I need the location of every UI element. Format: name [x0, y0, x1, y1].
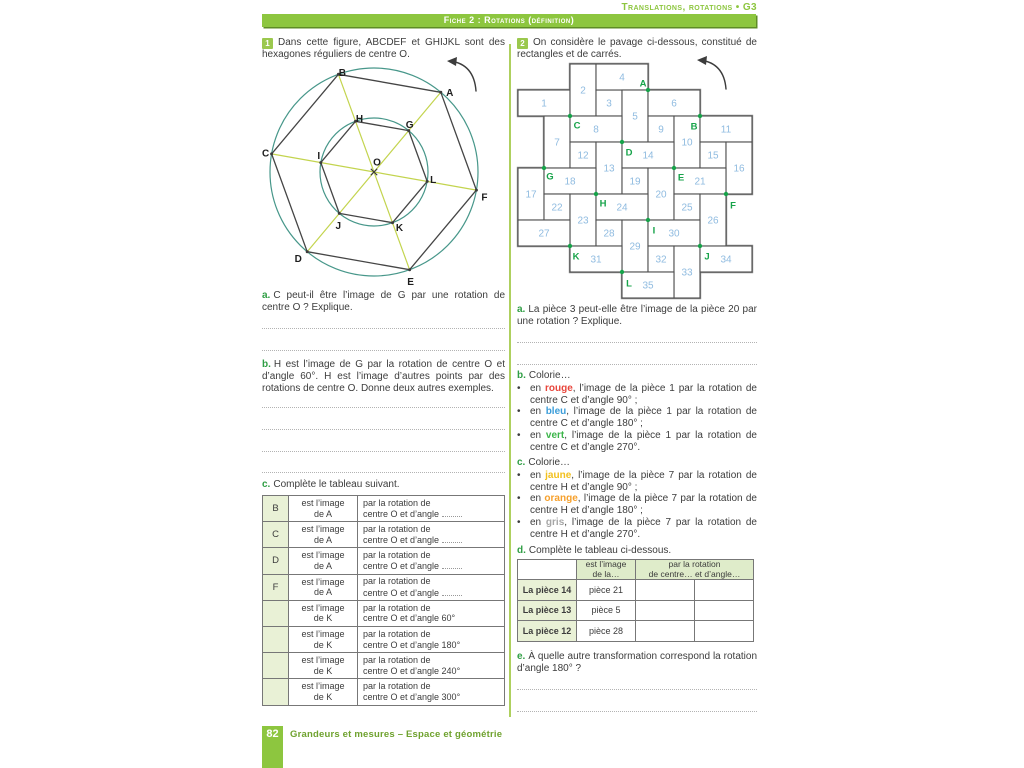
image-cell: pièce 28 — [577, 621, 636, 642]
piece-number-33: 33 — [681, 267, 693, 279]
piece-number-15: 15 — [707, 150, 719, 162]
image-cell: est l’image de K — [289, 626, 358, 652]
bullet-text: en vert, l’image de la pièce 1 par la rotation de centre C et d’angle 270°. — [530, 430, 757, 453]
table-row — [263, 574, 505, 600]
tiling-vertex-label-G: G — [546, 171, 554, 183]
footer-section-title: Grandeurs et mesures – Espace et géométrie — [290, 729, 503, 740]
tiling-vertex-label-J: J — [704, 251, 710, 263]
answer-line — [517, 689, 757, 690]
question-letter: a. — [517, 304, 526, 315]
vertex-label-L: L — [430, 174, 437, 186]
header-rotation: par la rotation de centre… et d’angle… — [636, 560, 754, 580]
point-cell: B — [263, 496, 289, 522]
tiling-vertex-label-L: L — [626, 278, 632, 290]
table-row — [263, 626, 505, 652]
bullet-text: en bleu, l’image de la pièce 1 par la rotation de centre C et d’angle 180° ; — [530, 406, 757, 429]
column-divider — [509, 44, 511, 717]
image-cell: est l’image de K — [289, 653, 358, 679]
table-row — [263, 600, 505, 626]
tiling-vertex-label-C: C — [573, 120, 581, 132]
piece-number-13: 13 — [603, 163, 615, 175]
vertex-label-H: H — [355, 113, 364, 125]
vertex-dot — [475, 189, 478, 192]
tiling-vertex-J — [698, 244, 702, 248]
table-row — [263, 496, 505, 522]
vertex-label-F: F — [481, 192, 488, 204]
tiling-figure — [515, 55, 755, 305]
table-row — [518, 621, 754, 642]
question-letter: d. — [517, 545, 526, 556]
bullet-icon: • — [517, 517, 521, 528]
tiling-vertex-D — [620, 140, 624, 144]
question-text: Colorie… — [528, 457, 571, 468]
piece-number-6: 6 — [671, 98, 677, 110]
vertex-label-A: A — [446, 87, 454, 99]
vertex-label-O: O — [373, 157, 381, 169]
piece-number-20: 20 — [655, 189, 667, 201]
tiling-vertex-F — [724, 192, 728, 196]
piece-number-25: 25 — [681, 202, 693, 214]
question-text: À quelle autre transformation correspond la rotation d’angle 180° ? — [517, 651, 757, 674]
piece-number-7: 7 — [554, 137, 560, 149]
vertex-dot — [439, 91, 442, 94]
ex1-question-c — [262, 479, 505, 491]
piece-number-24: 24 — [616, 202, 628, 214]
ex2-table — [517, 559, 754, 642]
piece-number-23: 23 — [577, 215, 589, 227]
table-row — [263, 679, 505, 705]
ex2-intro-text: On considère le pavage ci-dessous, constitué de rectangles et de carrés. — [517, 37, 757, 60]
ex2-question-b — [517, 370, 757, 382]
piece-number-34: 34 — [720, 254, 732, 266]
tiling-vertex-label-D: D — [625, 147, 633, 159]
tiling-vertex-L — [620, 270, 624, 274]
ex2-number-badge: 2 — [517, 38, 528, 49]
rotation-arrow-icon — [697, 56, 726, 89]
image-cell: est l’image de A — [289, 496, 358, 522]
question-text: Complète le tableau ci-dessous. — [528, 545, 672, 556]
rotation-cell: par la rotation de centre O et d’angle — [358, 548, 505, 574]
bullet-icon: • — [517, 470, 521, 481]
tiling-vertex-label-H: H — [599, 198, 607, 210]
ex2-question-a — [517, 304, 757, 328]
color-instruction-item — [517, 430, 757, 454]
vertex-dot — [270, 152, 273, 155]
angle-cell — [695, 621, 754, 642]
vertex-dot — [306, 250, 309, 253]
image-cell: est l’image de A — [289, 548, 358, 574]
piece-number-14: 14 — [642, 150, 654, 162]
tiling-vertex-I — [646, 218, 650, 222]
piece-number-26: 26 — [707, 215, 719, 227]
ex1-number-badge: 1 — [262, 38, 273, 49]
question-text: C peut-il être l’image de G par une rotation de centre O ? Explique. — [262, 290, 505, 313]
point-cell: F — [263, 574, 289, 600]
question-letter: c. — [517, 457, 526, 468]
ex1-question-b — [262, 359, 505, 395]
tiling-vertex-B — [698, 114, 702, 118]
question-letter: a. — [262, 290, 271, 301]
header-image: est l’image de la… — [577, 560, 636, 580]
tiling-vertex-A — [646, 88, 650, 92]
answer-line — [517, 342, 757, 343]
question-text: H est l’image de G par la rotation de centre O et d’angle 60°. H est l’image d’autres points par des rotations de centre O. Donne deux autres exemples. — [262, 359, 505, 394]
blank-answer — [442, 587, 462, 596]
tiling-vertex-label-B: B — [690, 121, 698, 133]
chapter-header: Translations, rotations • G3 — [621, 2, 757, 13]
point-cell — [263, 626, 289, 652]
vertex-label-D: D — [294, 254, 302, 266]
answer-line — [262, 451, 505, 452]
color-instruction-item — [517, 493, 757, 517]
center-cell — [636, 580, 695, 601]
bullet-icon: • — [517, 383, 521, 394]
answer-line — [262, 472, 505, 473]
image-cell: pièce 21 — [577, 580, 636, 601]
piece-number-35: 35 — [642, 280, 654, 292]
bullet-text: en rouge, l’image de la pièce 1 par la rotation de centre C et d’angle 90° ; — [530, 383, 757, 406]
piece-number-8: 8 — [593, 124, 599, 136]
piece-cell: La pièce 12 — [518, 621, 577, 642]
bullet-text: en orange, l’image de la pièce 7 par la rotation de centre H et d’angle 180° ; — [530, 493, 757, 516]
blank-answer — [442, 534, 462, 543]
piece-number-16: 16 — [733, 163, 745, 175]
ex2-question-c — [517, 457, 757, 469]
color-instruction-item — [517, 517, 757, 541]
answer-line — [262, 328, 505, 329]
rotation-cell: par la rotation de centre O et d’angle 300° — [358, 679, 505, 705]
piece-number-27: 27 — [538, 228, 550, 240]
piece-number-29: 29 — [629, 241, 641, 253]
angle-cell — [695, 600, 754, 621]
color-instruction-item — [517, 406, 757, 430]
question-letter: c. — [262, 479, 271, 490]
vertex-label-E: E — [407, 277, 414, 289]
tiling-vertex-C — [568, 114, 572, 118]
piece-number-31: 31 — [590, 254, 602, 266]
table-row — [518, 600, 754, 621]
answer-line — [262, 407, 505, 408]
tiling-vertex-label-F: F — [730, 200, 736, 212]
question-text: Colorie… — [528, 370, 571, 381]
piece-number-4: 4 — [619, 72, 625, 84]
tiling-vertex-label-K: K — [572, 251, 580, 263]
answer-line — [517, 711, 757, 712]
ex2-question-e — [517, 651, 757, 675]
answer-line — [262, 429, 505, 430]
bullet-text: en gris, l’image de la pièce 7 par la rotation de centre H et d’angle 270°. — [530, 517, 757, 540]
vertex-label-C: C — [262, 148, 270, 160]
footer-page-number: 82 — [262, 726, 283, 768]
piece-number-21: 21 — [694, 176, 706, 188]
answer-line — [262, 350, 505, 351]
tiling-vertex-label-A: A — [639, 78, 647, 90]
piece-number-19: 19 — [629, 176, 641, 188]
piece-number-10: 10 — [681, 137, 693, 149]
piece-number-5: 5 — [632, 111, 638, 123]
blank-answer — [442, 560, 462, 569]
question-text: La pièce 3 peut-elle être l’image de la pièce 20 par une rotation ? Explique. — [517, 304, 757, 327]
tiling-vertex-H — [594, 192, 598, 196]
piece-number-2: 2 — [580, 85, 586, 97]
bullet-text: en jaune, l’image de la pièce 7 par la rotation de centre H et d’angle 90° ; — [530, 470, 757, 493]
image-cell: est l’image de A — [289, 574, 358, 600]
rotation-cell: par la rotation de centre O et d’angle 60° — [358, 600, 505, 626]
color-instruction-item — [517, 470, 757, 494]
color-instruction-item — [517, 383, 757, 407]
table-header-row — [518, 560, 754, 580]
hexagon-figure — [262, 55, 506, 289]
tiling-vertex-E — [672, 166, 676, 170]
ex2-question-d — [517, 545, 757, 557]
tiling-vertex-G — [542, 166, 546, 170]
piece-number-12: 12 — [577, 150, 589, 162]
piece-number-17: 17 — [525, 189, 537, 201]
rotation-cell: par la rotation de centre O et d’angle 240° — [358, 653, 505, 679]
bullet-icon: • — [517, 406, 521, 417]
vertex-label-G: G — [405, 120, 414, 132]
point-cell: C — [263, 522, 289, 548]
rotation-cell: par la rotation de centre O et d’angle — [358, 496, 505, 522]
piece-cell: La pièce 14 — [518, 580, 577, 601]
tiling-vertex-label-E: E — [677, 172, 685, 184]
point-cell — [263, 600, 289, 626]
bullet-icon: • — [517, 493, 521, 504]
piece-number-3: 3 — [606, 98, 612, 110]
image-cell: est l’image de K — [289, 679, 358, 705]
table-row — [518, 580, 754, 601]
ex1-intro-text: Dans cette figure, ABCDEF et GHIJKL sont des hexagones réguliers de centre O. — [262, 37, 505, 60]
vertex-dot — [391, 221, 394, 224]
piece-number-28: 28 — [603, 228, 615, 240]
rotation-cell: par la rotation de centre O et d’angle — [358, 574, 505, 600]
piece-cell: La pièce 13 — [518, 600, 577, 621]
table-row — [263, 522, 505, 548]
piece-number-30: 30 — [668, 228, 680, 240]
rotation-cell: par la rotation de centre O et d’angle — [358, 522, 505, 548]
vertex-label-B: B — [338, 67, 347, 79]
center-cell — [636, 621, 695, 642]
image-cell: est l’image de K — [289, 600, 358, 626]
image-cell: est l’image de A — [289, 522, 358, 548]
answer-line — [517, 364, 757, 365]
piece-number-32: 32 — [655, 254, 667, 266]
point-cell — [263, 653, 289, 679]
tiling-vertex-label-I: I — [652, 225, 656, 237]
piece-number-1: 1 — [541, 98, 547, 110]
piece-number-11: 11 — [720, 124, 732, 136]
piece-number-9: 9 — [658, 124, 664, 136]
piece-number-22: 22 — [551, 202, 563, 214]
table-row — [263, 653, 505, 679]
bullet-icon: • — [517, 430, 521, 441]
table-row — [263, 548, 505, 574]
tiling-vertex-K — [568, 244, 572, 248]
rotation-cell: par la rotation de centre O et d’angle 180° — [358, 626, 505, 652]
sheet-title-banner: Fiche 2 : Rotations (définition) — [262, 14, 756, 27]
vertex-label-J: J — [335, 220, 342, 232]
ex1-table — [262, 495, 505, 706]
point-cell — [263, 679, 289, 705]
blank-answer — [442, 508, 462, 517]
question-letter: e. — [517, 651, 526, 662]
point-cell: D — [263, 548, 289, 574]
rotation-arrow-icon — [447, 57, 476, 91]
question-text: Complète le tableau suivant. — [273, 479, 400, 490]
angle-cell — [695, 580, 754, 601]
vertex-label-I: I — [317, 151, 321, 163]
question-letter: b. — [517, 370, 526, 381]
vertex-label-K: K — [395, 223, 404, 235]
piece-number-18: 18 — [564, 176, 576, 188]
center-cell — [636, 600, 695, 621]
ex1-question-a — [262, 290, 505, 314]
vertex-dot — [426, 180, 429, 183]
vertex-dot — [408, 268, 411, 271]
vertex-dot — [338, 212, 341, 215]
question-letter: b. — [262, 359, 271, 370]
image-cell: pièce 5 — [577, 600, 636, 621]
